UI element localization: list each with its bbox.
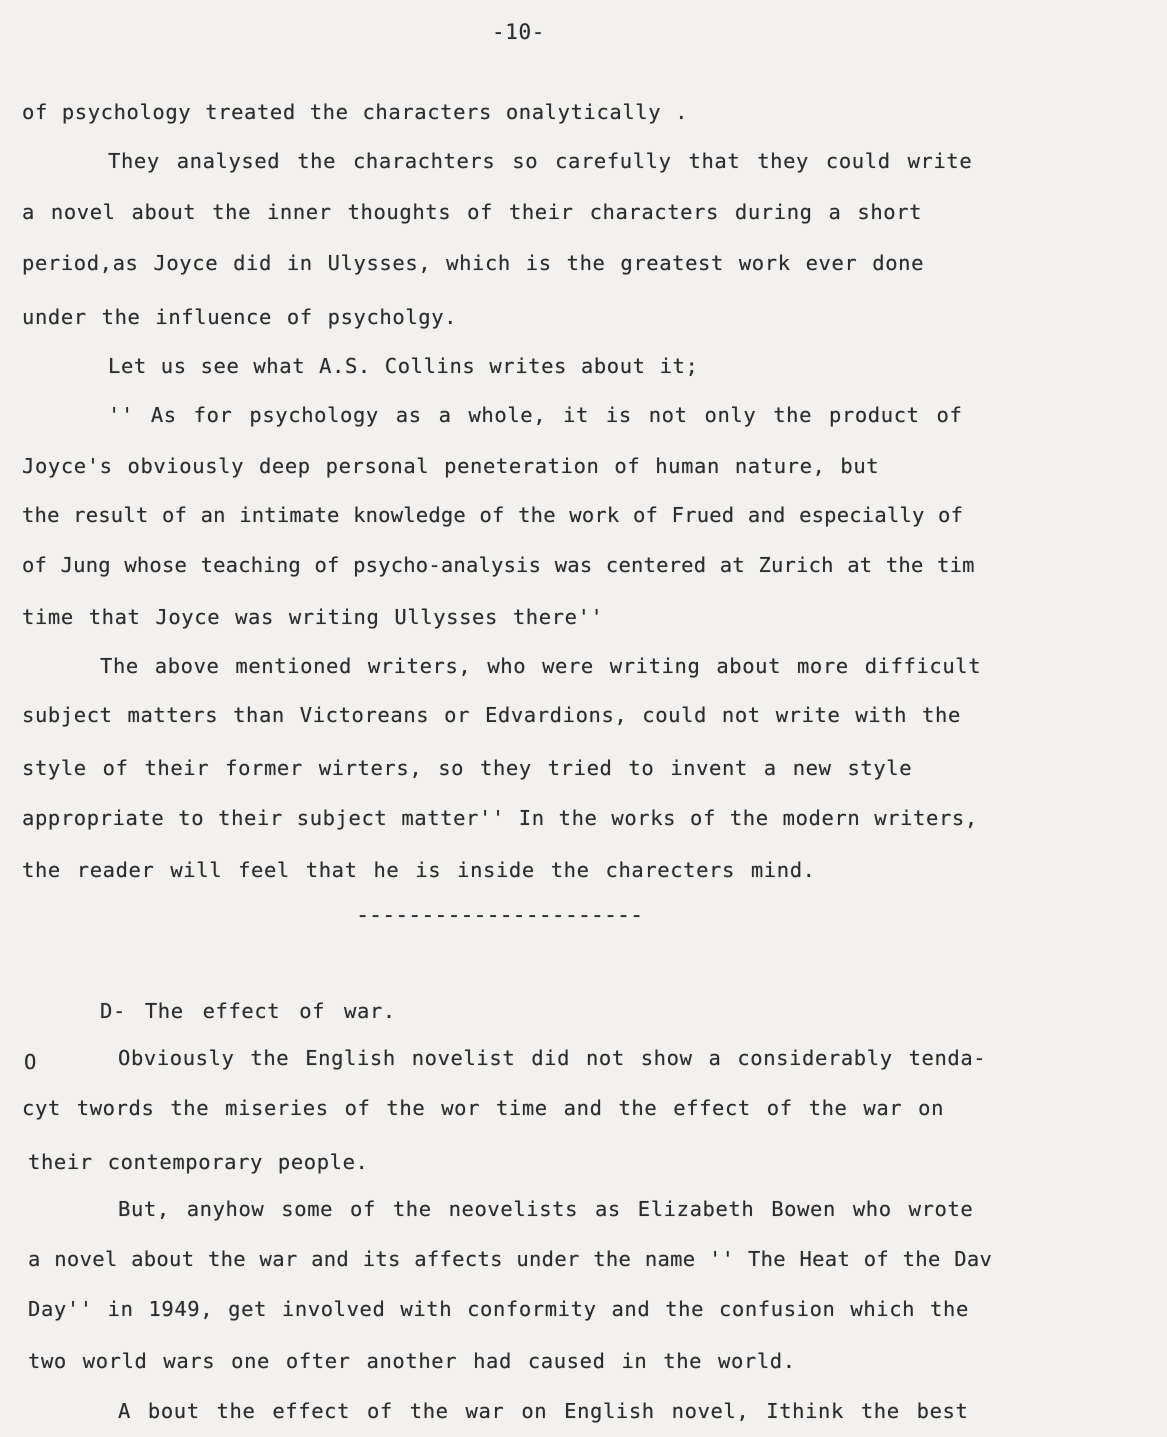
text-line: A bout the effect of the war on English novel, Ithink the best (118, 1399, 969, 1423)
text-line: of psychology treated the characters onalytically . (22, 100, 689, 124)
text-line: Joyce's obviously deep personal peneteration of human nature, but (22, 454, 880, 478)
text-line: appropriate to their subject matter'' In the works of the modern writers, (22, 806, 978, 830)
text-line: a novel about the war and its affects under the name '' The Heat of the Dav (28, 1247, 993, 1271)
text-line: style of their former wirters, so they tried to invent a new style (22, 756, 913, 780)
text-line: the result of an intimate knowledge of the work of Frued and especially of (22, 503, 964, 527)
text-line: cyt twords the miseries of the wor time and the effect of the war on (22, 1096, 945, 1120)
text-line: They analysed the charachters so carefully that they could write (108, 149, 973, 173)
section-divider: ---------------------- (356, 903, 643, 928)
text-line: subject matters than Victoreans or Edvardions, could not write with the (22, 703, 961, 727)
text-line: the reader will feel that he is inside the charecters mind. (22, 858, 816, 882)
text-line: Day'' in 1949, get involved with conformity and the confusion which the (28, 1297, 969, 1321)
text-line: two world wars one ofter another had caused in the world. (28, 1349, 796, 1373)
margin-mark: O (24, 1050, 37, 1074)
text-line: their contemporary people. (28, 1150, 369, 1174)
text-line: of Jung whose teaching of psycho-analysis was centered at Zurich at the tim (22, 553, 975, 577)
text-line: '' As for psychology as a whole, it is not only the product of (108, 403, 963, 427)
text-line: under the influence of psycholgy. (22, 305, 458, 329)
page-number: -10- (492, 20, 545, 44)
text-line: period,as Joyce did in Ulysses, which is the greatest work ever done (22, 251, 925, 275)
text-line: a novel about the inner thoughts of their characters during a short (22, 200, 923, 224)
section-heading: D- The effect of war. (100, 999, 396, 1023)
text-line: But, anyhow some of the neovelists as Elizabeth Bowen who wrote (118, 1197, 974, 1221)
text-line: time that Joyce was writing Ullysses there'' (22, 605, 604, 629)
text-line: The above mentioned writers, who were writing about more difficult (100, 654, 982, 678)
text-line: Obviously the English novelist did not show a considerably tenda- (118, 1046, 987, 1070)
text-line: Let us see what A.S. Collins writes about it; (108, 354, 699, 378)
